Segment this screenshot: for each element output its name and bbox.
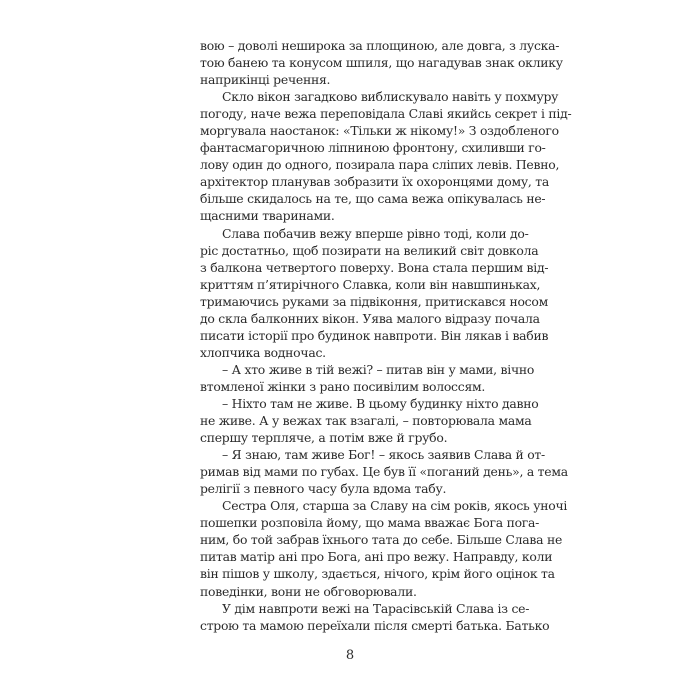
text-line: ріс достатньо, щоб позирати на великий світ довкола xyxy=(200,242,539,258)
text-line: поведінки, вони не обговорювали. xyxy=(200,583,417,599)
text-line: римав від мами по губах. Це був її «поганий день», а тема xyxy=(200,464,568,480)
text-line: писати історії про будинок навпроти. Він лякав і вабив xyxy=(200,327,549,343)
paragraph xyxy=(200,88,572,224)
text-line: архітектор планував зобразити їх охоронцями дому, та xyxy=(200,174,549,190)
paragraph xyxy=(200,37,563,88)
text-line: Сестра Оля, старша за Славу на сім років, якось уночі xyxy=(222,498,568,514)
text-line: питав матір ані про Бога, ані про вежу. Направду, коли xyxy=(200,549,553,565)
text-line: криттям п’ятирічного Славка, коли він навшпиньках, xyxy=(200,276,541,292)
text-line: Скло вікон загадково виблискувало навіть у похмуру xyxy=(222,89,559,105)
paragraph xyxy=(200,225,549,361)
text-line: – А хто живе в тій вежі? – питав він у мами, вічно xyxy=(222,361,535,377)
text-line: спершу терпляче, а потім вже й грубо. xyxy=(200,430,448,446)
text-line: тою банею та конусом шпиля, що нагадував знак оклику xyxy=(200,55,563,71)
text-line: не живе. А у вежах так взагалі, – повторювала мама xyxy=(200,413,532,429)
page-number: 8 xyxy=(345,648,355,663)
text-line: У дім навпроти вежі на Тарасівській Слава із се- xyxy=(222,600,530,616)
text-line: тримаючись руками за підвіконня, притискався носом xyxy=(200,293,548,309)
text-line: з балкона четвертого поверху. Вона стала першим від- xyxy=(200,259,549,275)
text-line: строю та мамою переїхали після смерті батька. Батько xyxy=(200,617,550,633)
paragraph xyxy=(200,395,539,446)
text-line: втомленої жінки з рано посивілим волоссям. xyxy=(200,378,486,394)
text-line: лову один до одного, позирала пара сліпих левів. Певно, xyxy=(200,157,560,173)
text-line: до скла балконних вікон. Уява малого відразу почала xyxy=(200,310,540,326)
text-line: моргувала наостанок: «Тільки ж нікому!» З оздобленого xyxy=(200,123,559,139)
paragraph xyxy=(200,497,568,599)
text-line: щасними тваринами. xyxy=(200,208,335,224)
paragraph xyxy=(200,446,568,497)
text-line: Слава побачив вежу вперше рівно тоді, коли до- xyxy=(222,225,529,241)
paragraph xyxy=(200,600,550,634)
text-line: пошепки розповіла йому, що мама вважає Бога пога- xyxy=(200,515,540,531)
text-line: він пішов у школу, здається, нічого, крім його оцінок та xyxy=(200,566,555,582)
text-line: ним, бо той забрав їхнього тата до себе. Більше Слава не xyxy=(200,532,563,548)
text-line: більше скидалось на те, що сама вежа опікувалась не- xyxy=(200,191,546,207)
text-line: хлопчика водночас. xyxy=(200,344,326,360)
text-line: вою – доволі неширока за площиною, але довга, з луска- xyxy=(200,38,560,53)
body-text xyxy=(200,37,572,634)
text-line: погоду, наче вежа переповідала Славі якийсь секрет і під- xyxy=(200,106,572,122)
text-line: – Ніхто там не живе. В цьому будинку ніхто давно xyxy=(222,395,539,411)
text-line: фантасмагоричною ліпниною фронтону, схиливши го- xyxy=(200,140,546,156)
text-line: наприкінці речення. xyxy=(200,72,331,88)
text-line: релігії з певного часу була вдома табу. xyxy=(200,481,447,497)
text-line: – Я знаю, там живе Бог! – якось заявив Слава й от- xyxy=(222,447,545,463)
paragraph xyxy=(200,361,535,395)
